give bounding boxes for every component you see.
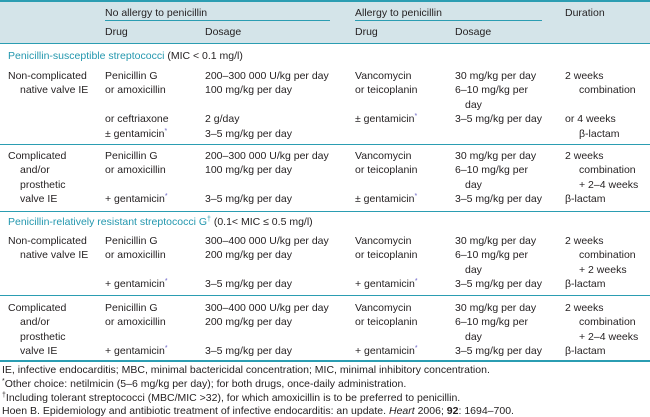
table-cell-dose2: 3–5 mg/kg per day bbox=[455, 113, 542, 126]
table-cell-dose2: 3–5 mg/kg per day bbox=[455, 278, 542, 291]
table-cell-dose2: day bbox=[465, 263, 482, 276]
table-cell-drug1: Penicillin G bbox=[105, 150, 158, 162]
table-cell-dose2: 30 mg/kg per day bbox=[455, 70, 537, 82]
table-cell-dose1: 200–300 000 U/kg per day bbox=[205, 150, 329, 162]
section-title: Penicillin-relatively resistant streptococci G bbox=[8, 216, 207, 228]
table-cell-label: Complicated bbox=[8, 150, 67, 162]
header-allergy: Allergy to penicillin bbox=[355, 7, 442, 19]
footnote-mark: † bbox=[2, 392, 6, 399]
table-cell-duration: 2 weeks bbox=[565, 150, 604, 162]
row-divider bbox=[0, 211, 650, 212]
table-cell-label: Complicated bbox=[8, 302, 67, 314]
section-heading bbox=[8, 216, 313, 228]
table-cell-duration: + 2–4 weeks bbox=[579, 330, 639, 343]
table-cell-duration: + 2–4 weeks bbox=[579, 178, 639, 191]
citation-authors: Hoen B. Epidemiology and antibiotic treatment of infective endocarditis: an update. bbox=[2, 405, 389, 417]
table-cell-drug1 bbox=[105, 193, 168, 205]
table-cell-dose2: 3–5 mg/kg per day bbox=[455, 193, 542, 206]
table-cell-dose1: 200 mg/kg per day bbox=[205, 316, 292, 329]
drug-name: + gentamicin bbox=[355, 278, 415, 291]
header-drug: Drug bbox=[105, 26, 128, 38]
citation-journal: Heart bbox=[388, 405, 415, 417]
table-cell-duration: 2 weeks bbox=[565, 235, 604, 247]
table-cell-duration: combination bbox=[579, 164, 636, 177]
drug-name: ± gentamicin bbox=[355, 193, 415, 206]
footnote-text: Other choice: netilmicin (5–6 mg/kg per day); for both drugs, once-daily administration. bbox=[4, 378, 407, 390]
table-cell-label: prosthetic bbox=[20, 178, 66, 191]
citation-year: 2006; bbox=[414, 405, 447, 417]
source-citation bbox=[2, 405, 514, 417]
table-cell-drug2 bbox=[355, 113, 417, 125]
asterisk-footnote-mark: * bbox=[164, 278, 168, 286]
table-cell-label: Non-complicated bbox=[8, 235, 87, 247]
asterisk-footnote-mark: * bbox=[414, 113, 418, 121]
table-cell-dose2: 6–10 mg/kg per bbox=[455, 164, 528, 177]
table-cell-dose2: 3–5 mg/kg per day bbox=[455, 345, 542, 358]
citation-volume: 92 bbox=[446, 405, 459, 417]
table-cell-dose2: day bbox=[465, 178, 482, 191]
table-cell-drug2: Vancomycin bbox=[355, 150, 412, 162]
table-cell-drug1: or amoxicillin bbox=[105, 84, 166, 97]
table-cell-duration: 2 weeks bbox=[565, 70, 604, 82]
table-cell-drug2: Vancomycin bbox=[355, 70, 412, 82]
table-cell-duration: combination bbox=[579, 84, 636, 97]
drug-name: + gentamicin bbox=[105, 345, 165, 358]
table-cell-drug1: Penicillin G bbox=[105, 302, 158, 314]
dagger-mark: † bbox=[207, 216, 211, 223]
asterisk-footnote-mark: * bbox=[414, 193, 418, 201]
table-cell-drug2: or teicoplanin bbox=[355, 249, 418, 262]
citation-pages: : 1694–700. bbox=[458, 405, 514, 417]
table-cell-label: and/or bbox=[20, 316, 50, 329]
table-cell-dose2: 30 mg/kg per day bbox=[455, 235, 537, 247]
footnote-mark: * bbox=[2, 378, 5, 385]
asterisk-footnote-mark: * bbox=[164, 127, 168, 135]
table-cell-dose1: 100 mg/kg per day bbox=[205, 84, 292, 97]
header-dosage: Dosage bbox=[455, 26, 492, 38]
table-cell-dose1: 3–5 mg/kg per day bbox=[205, 278, 292, 291]
table-cell-drug2 bbox=[355, 193, 417, 205]
footnote-2 bbox=[2, 392, 460, 404]
table-cell-dose2: 6–10 mg/kg per bbox=[455, 84, 528, 97]
table-cell-drug1: or amoxicillin bbox=[105, 164, 166, 177]
table-cell-drug1 bbox=[105, 128, 167, 140]
drug-name: ± gentamicin bbox=[355, 113, 415, 126]
top-rule bbox=[0, 0, 650, 2]
table-cell-dose2: day bbox=[465, 330, 482, 343]
table-cell-dose2: 6–10 mg/kg per bbox=[455, 316, 528, 329]
drug-name: ± gentamicin bbox=[105, 127, 165, 140]
asterisk-footnote-mark: * bbox=[414, 278, 418, 286]
table-cell-dose2: day bbox=[465, 98, 482, 111]
table-cell-label: Non-complicated bbox=[8, 70, 87, 82]
footnote-abbreviations: IE, infective endocarditis; MBC, minimal bactericidal concentration; MIC, minimal inhibitory concentration. bbox=[2, 364, 490, 376]
section-title: Penicillin-susceptible streptococci bbox=[8, 50, 165, 62]
section-heading bbox=[8, 50, 243, 62]
asterisk-footnote-mark: * bbox=[164, 193, 168, 201]
table-cell-duration: or 4 weeks bbox=[565, 113, 616, 126]
table-cell-duration: combination bbox=[579, 316, 636, 329]
header-no-allergy: No allergy to penicillin bbox=[105, 7, 208, 19]
table-cell-dose1: 200 mg/kg per day bbox=[205, 249, 292, 262]
table-cell-dose2: 6–10 mg/kg per bbox=[455, 249, 528, 262]
table-cell-label: valve IE bbox=[20, 193, 58, 206]
table-cell-duration: β-lactam bbox=[565, 345, 606, 358]
table-cell-duration: β-lactam bbox=[579, 127, 620, 140]
table-cell-drug2: Vancomycin bbox=[355, 235, 412, 247]
header-drug: Drug bbox=[355, 26, 378, 38]
table-cell-duration: 2 weeks bbox=[565, 302, 604, 314]
header-duration: Duration bbox=[565, 7, 605, 19]
table-cell-dose1: 3–5 mg/kg per day bbox=[205, 127, 292, 140]
no-allergy-underline bbox=[105, 20, 330, 21]
footnote-text: Including tolerant streptococci (MBC/MIC >32), for which amoxicillin is to be preferred to penicillin. bbox=[5, 392, 461, 404]
table-cell-dose1: 2 g/day bbox=[205, 113, 240, 126]
table-cell-dose1: 200–300 000 U/kg per day bbox=[205, 70, 329, 82]
table-cell-label: native valve IE bbox=[20, 249, 89, 262]
bottom-rule bbox=[0, 360, 650, 362]
table-cell-dose1: 300–400 000 U/kg per day bbox=[205, 235, 329, 247]
row-divider bbox=[0, 144, 650, 145]
table-cell-label: and/or bbox=[20, 164, 50, 177]
table-cell-drug1: Penicillin G bbox=[105, 235, 158, 247]
row-divider bbox=[0, 295, 650, 296]
table-cell-drug2: or teicoplanin bbox=[355, 316, 418, 329]
section-condition: (0.1< MIC ≤ 0.5 mg/l) bbox=[210, 216, 313, 228]
table-cell-dose1: 3–5 mg/kg per day bbox=[205, 193, 292, 206]
table-cell-dose1: 300–400 000 U/kg per day bbox=[205, 302, 329, 314]
table-cell-drug2 bbox=[355, 278, 418, 290]
table-cell-drug2: or teicoplanin bbox=[355, 84, 418, 97]
table-cell-dose2: 30 mg/kg per day bbox=[455, 302, 537, 314]
table-cell-drug2 bbox=[355, 345, 418, 357]
table-cell-drug1: or amoxicillin bbox=[105, 316, 166, 329]
header-dosage: Dosage bbox=[205, 26, 242, 38]
table-cell-drug1: or ceftriaxone bbox=[105, 113, 169, 126]
table-cell-dose2: 30 mg/kg per day bbox=[455, 150, 537, 162]
section-condition: (MIC < 0.1 mg/l) bbox=[164, 50, 243, 62]
table-cell-dose1: 100 mg/kg per day bbox=[205, 164, 292, 177]
allergy-underline bbox=[355, 20, 542, 21]
header-rule bbox=[0, 43, 650, 44]
table-cell-drug2: Vancomycin bbox=[355, 302, 412, 314]
drug-name: + gentamicin bbox=[105, 193, 165, 206]
table-cell-dose1: 3–5 mg/kg per day bbox=[205, 345, 292, 358]
table-cell-drug1 bbox=[105, 345, 168, 357]
table-cell-drug1: Penicillin G bbox=[105, 70, 158, 82]
table-cell-label: prosthetic bbox=[20, 330, 66, 343]
table-cell-drug1 bbox=[105, 278, 168, 290]
drug-name: + gentamicin bbox=[105, 278, 165, 291]
table-cell-drug2: or teicoplanin bbox=[355, 164, 418, 177]
table-cell-duration: + 2 weeks bbox=[579, 263, 627, 276]
drug-name: + gentamicin bbox=[355, 345, 415, 358]
table-cell-duration: β-lactam bbox=[565, 193, 606, 206]
footnote-1 bbox=[2, 378, 406, 390]
table-cell-label: native valve IE bbox=[20, 84, 89, 97]
table-cell-drug1: or amoxicillin bbox=[105, 249, 166, 262]
table-cell-duration: β-lactam bbox=[565, 278, 606, 291]
asterisk-footnote-mark: * bbox=[414, 345, 418, 353]
table-cell-label: valve IE bbox=[20, 345, 58, 358]
table-cell-duration: combination bbox=[579, 249, 636, 262]
asterisk-footnote-mark: * bbox=[164, 345, 168, 353]
table-header-background bbox=[0, 2, 650, 43]
